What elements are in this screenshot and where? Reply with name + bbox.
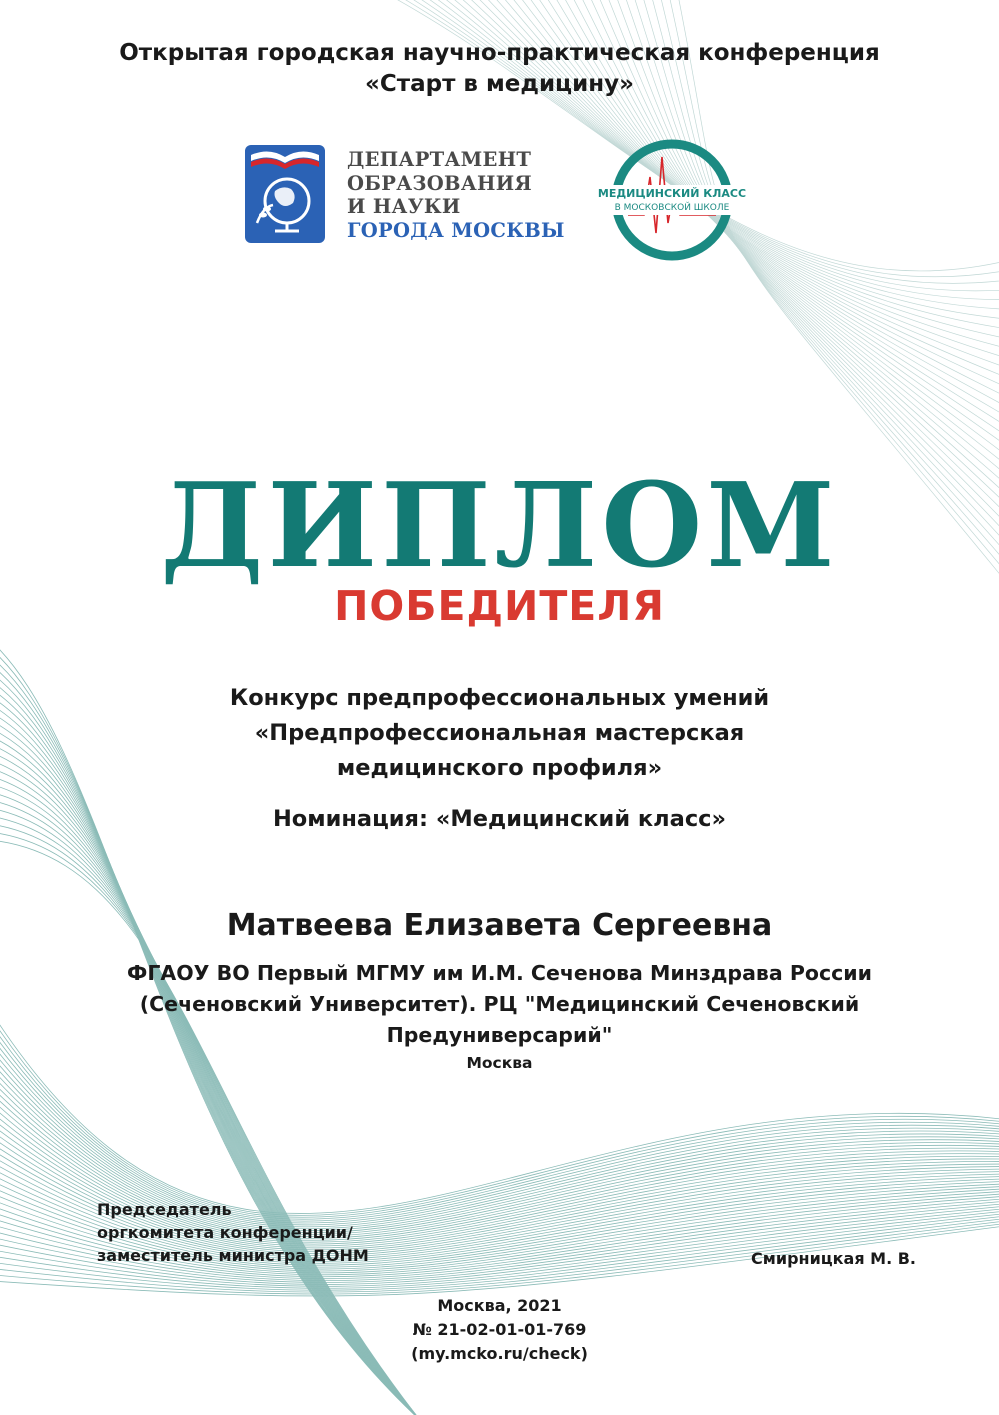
organization-line-3: Предуниверсарий" <box>386 1023 613 1047</box>
diploma-footer <box>0 1294 999 1366</box>
signatory-role <box>97 1198 369 1267</box>
contest-description <box>0 681 999 786</box>
recipient-city: Москва <box>466 1054 533 1072</box>
footer-check-link: (my.mcko.ru/check) <box>411 1344 588 1363</box>
recipient-organization <box>0 958 999 1051</box>
nomination: Номинация: «Медицинский класс» <box>272 806 727 832</box>
department-line-4: ГОРОДА МОСКВЫ <box>347 218 565 242</box>
medical-class-logo-line-2: В МОСКОВСКОЙ ШКОЛЕ <box>614 203 730 213</box>
medical-class-logo-line-1: МЕДИЦИНСКИЙ КЛАСС <box>598 187 746 200</box>
conference-name: «Старт в медицину» <box>365 71 634 97</box>
department-line-3: И НАУКИ <box>347 195 461 218</box>
department-line-2: ОБРАЗОВАНИЯ <box>347 171 532 195</box>
department-line-1: ДЕПАРТАМЕНТ <box>347 148 532 171</box>
recipient-name: Матвеева Елизавета Сергеевна <box>226 908 773 943</box>
conference-header <box>0 38 999 100</box>
conference-title: Открытая городская научно-практическая конференция <box>119 40 880 66</box>
contest-line-2: «Предпрофессиональная мастерская <box>254 720 745 746</box>
signatory-role-line-3: заместитель министра ДОНМ <box>97 1246 369 1265</box>
signatory-role-line-1: Председатель <box>97 1200 232 1219</box>
diploma-title: ДИПЛОМ <box>160 458 839 594</box>
contest-line-1: Конкурс предпрофессиональных умений <box>229 685 770 711</box>
signatory-name: Смирницкая М. В. <box>751 1249 916 1268</box>
contest-line-3: медицинского профиля» <box>336 755 663 781</box>
department-name <box>347 148 565 242</box>
medical-class-logo <box>598 137 746 263</box>
department-emblem-logo <box>245 145 325 243</box>
footer-document-number: № 21-02-01-01-769 <box>412 1320 587 1339</box>
organization-line-1: ФГАОУ ВО Первый МГМУ им И.М. Сеченова Минздрава России <box>127 961 872 985</box>
organization-line-2: (Сеченовский Университет). РЦ "Медицинский Сеченовский <box>139 992 860 1016</box>
diploma-subtitle: ПОБЕДИТЕЛЯ <box>334 582 665 630</box>
footer-place-year: Москва, 2021 <box>437 1296 562 1315</box>
signatory-role-line-2: оргкомитета конференции/ <box>97 1223 353 1242</box>
